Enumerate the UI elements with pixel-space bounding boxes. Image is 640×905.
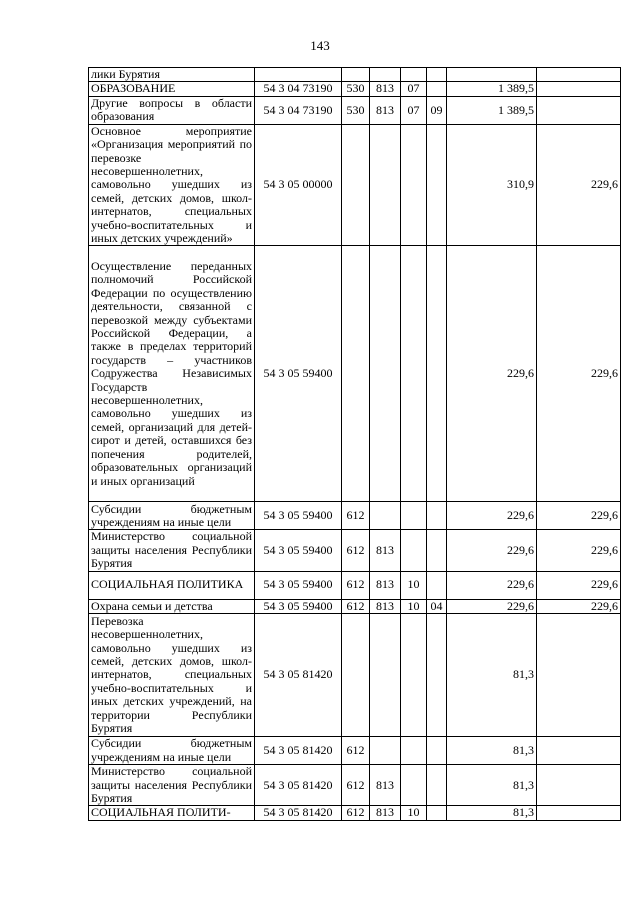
budget-table bbox=[88, 67, 621, 821]
page-number: 143 bbox=[310, 38, 330, 53]
table-row bbox=[89, 68, 621, 82]
row-name-cell: Перевозка несовершеннолетних, самовольно ушедших из семей, детских домов, школ-интернатов, специальных учебно-воспитательных и иных детских учреждений, на территории Республики Бурятия bbox=[89, 614, 255, 737]
row-rz-cell bbox=[401, 246, 427, 502]
row-code-cell: 54 3 05 81420 bbox=[255, 614, 342, 737]
table-row bbox=[89, 571, 621, 599]
row-pr-cell bbox=[427, 737, 447, 765]
row-grbs-cell bbox=[370, 124, 401, 246]
row-pr-cell: 09 bbox=[427, 96, 447, 124]
row-sum1-cell: 229,6 bbox=[447, 530, 537, 571]
row-rz-cell bbox=[401, 530, 427, 571]
row-name-cell: СОЦИАЛЬНАЯ ПОЛИТИКА bbox=[89, 571, 255, 599]
row-rz-cell: 07 bbox=[401, 82, 427, 96]
row-sum2-cell bbox=[537, 737, 621, 765]
row-pr-cell: 04 bbox=[427, 599, 447, 613]
row-sum2-cell bbox=[537, 96, 621, 124]
row-sum1-cell bbox=[447, 68, 537, 82]
row-vr-cell: 612 bbox=[342, 806, 370, 820]
row-name-cell: Другие вопросы в области образования bbox=[89, 96, 255, 124]
table-row bbox=[89, 614, 621, 737]
row-code-cell: 54 3 05 59400 bbox=[255, 530, 342, 571]
row-sum2-cell: 229,6 bbox=[537, 571, 621, 599]
row-sum1-cell: 1 389,5 bbox=[447, 96, 537, 124]
row-code-cell: 54 3 05 00000 bbox=[255, 124, 342, 246]
row-name-cell: Осуществление переданных полномочий Российской Федерации по осуществлению деятельности, связанной с перевозкой между субъектами Российской Федерации, а также в пределах территорий государств – участников Содружества Независимых Государств несовершеннолетних, самовольно ушедших из семей, организаций для детей-сирот и детей, оставшихся без попечения родителей, образовательных организаций и иных организаций bbox=[89, 246, 255, 502]
row-sum1-cell: 81,3 bbox=[447, 765, 537, 806]
row-sum2-cell bbox=[537, 614, 621, 737]
row-name-cell: Министерство социальной защиты населения Республики Бурятия bbox=[89, 530, 255, 571]
row-name-cell: Министерство социальной защиты населения Республики Бурятия bbox=[89, 765, 255, 806]
row-sum1-cell: 81,3 bbox=[447, 806, 537, 820]
table-row bbox=[89, 765, 621, 806]
row-vr-cell: 530 bbox=[342, 96, 370, 124]
row-sum1-cell: 310,9 bbox=[447, 124, 537, 246]
row-rz-cell bbox=[401, 765, 427, 806]
row-rz-cell: 07 bbox=[401, 96, 427, 124]
row-code-cell: 54 3 04 73190 bbox=[255, 82, 342, 96]
table-row bbox=[89, 96, 621, 124]
row-name-cell: Субсидии бюджетным учреждениям на иные цели bbox=[89, 502, 255, 530]
row-grbs-cell: 813 bbox=[370, 530, 401, 571]
row-pr-cell bbox=[427, 614, 447, 737]
row-rz-cell bbox=[401, 124, 427, 246]
row-sum2-cell bbox=[537, 68, 621, 82]
row-vr-cell bbox=[342, 124, 370, 246]
row-code-cell: 54 3 05 59400 bbox=[255, 502, 342, 530]
row-sum2-cell bbox=[537, 765, 621, 806]
table-row bbox=[89, 599, 621, 613]
table-row bbox=[89, 530, 621, 571]
row-rz-cell bbox=[401, 614, 427, 737]
row-vr-cell: 612 bbox=[342, 765, 370, 806]
row-name-cell: СОЦИАЛЬНАЯ ПОЛИТИ- bbox=[89, 806, 255, 820]
row-grbs-cell: 813 bbox=[370, 96, 401, 124]
row-vr-cell: 612 bbox=[342, 599, 370, 613]
row-sum1-cell: 81,3 bbox=[447, 737, 537, 765]
row-vr-cell: 612 bbox=[342, 737, 370, 765]
row-grbs-cell: 813 bbox=[370, 82, 401, 96]
row-rz-cell bbox=[401, 502, 427, 530]
row-grbs-cell bbox=[370, 246, 401, 502]
table-body bbox=[89, 68, 621, 821]
row-vr-cell bbox=[342, 68, 370, 82]
row-grbs-cell: 813 bbox=[370, 765, 401, 806]
row-pr-cell bbox=[427, 246, 447, 502]
row-grbs-cell bbox=[370, 614, 401, 737]
row-code-cell: 54 3 05 59400 bbox=[255, 599, 342, 613]
row-rz-cell: 10 bbox=[401, 806, 427, 820]
row-code-cell bbox=[255, 68, 342, 82]
row-code-cell: 54 3 05 59400 bbox=[255, 246, 342, 502]
row-code-cell: 54 3 04 73190 bbox=[255, 96, 342, 124]
table-row bbox=[89, 806, 621, 820]
table-row bbox=[89, 82, 621, 96]
row-sum2-cell bbox=[537, 806, 621, 820]
row-rz-cell bbox=[401, 68, 427, 82]
row-sum1-cell: 229,6 bbox=[447, 502, 537, 530]
row-vr-cell bbox=[342, 246, 370, 502]
row-sum1-cell: 229,6 bbox=[447, 571, 537, 599]
row-pr-cell bbox=[427, 806, 447, 820]
table-row bbox=[89, 124, 621, 246]
row-grbs-cell: 813 bbox=[370, 806, 401, 820]
row-vr-cell bbox=[342, 614, 370, 737]
row-sum1-cell: 81,3 bbox=[447, 614, 537, 737]
table-row bbox=[89, 737, 621, 765]
row-sum1-cell: 1 389,5 bbox=[447, 82, 537, 96]
row-pr-cell bbox=[427, 124, 447, 246]
row-name-cell: Субсидии бюджетным учреждениям на иные цели bbox=[89, 737, 255, 765]
row-grbs-cell bbox=[370, 502, 401, 530]
row-pr-cell bbox=[427, 502, 447, 530]
row-name-cell: Основное мероприятие «Организация мероприятий по перевозке несовершеннолетних, самовольно ушедших из семей, детских домов, школ-интернатов, специальных учебно-воспитательных и иных детских учреждений» bbox=[89, 124, 255, 246]
row-vr-cell: 612 bbox=[342, 530, 370, 571]
row-sum2-cell bbox=[537, 82, 621, 96]
table-row bbox=[89, 502, 621, 530]
row-vr-cell: 612 bbox=[342, 571, 370, 599]
row-code-cell: 54 3 05 81420 bbox=[255, 765, 342, 806]
row-code-cell: 54 3 05 59400 bbox=[255, 571, 342, 599]
row-pr-cell bbox=[427, 68, 447, 82]
table-row bbox=[89, 246, 621, 502]
row-pr-cell bbox=[427, 530, 447, 571]
row-pr-cell bbox=[427, 82, 447, 96]
row-rz-cell: 10 bbox=[401, 571, 427, 599]
row-code-cell: 54 3 05 81420 bbox=[255, 806, 342, 820]
row-vr-cell: 612 bbox=[342, 502, 370, 530]
row-name-cell: ОБРАЗОВАНИЕ bbox=[89, 82, 255, 96]
row-pr-cell bbox=[427, 765, 447, 806]
row-name-cell: Охрана семьи и детства bbox=[89, 599, 255, 613]
row-rz-cell bbox=[401, 737, 427, 765]
row-name-cell: лики Бурятия bbox=[89, 68, 255, 82]
row-sum2-cell: 229,6 bbox=[537, 124, 621, 246]
row-grbs-cell: 813 bbox=[370, 599, 401, 613]
row-grbs-cell bbox=[370, 737, 401, 765]
row-sum1-cell: 229,6 bbox=[447, 599, 537, 613]
row-sum2-cell: 229,6 bbox=[537, 530, 621, 571]
row-pr-cell bbox=[427, 571, 447, 599]
row-sum2-cell: 229,6 bbox=[537, 502, 621, 530]
row-grbs-cell: 813 bbox=[370, 571, 401, 599]
row-sum1-cell: 229,6 bbox=[447, 246, 537, 502]
row-vr-cell: 530 bbox=[342, 82, 370, 96]
row-grbs-cell bbox=[370, 68, 401, 82]
row-sum2-cell: 229,6 bbox=[537, 599, 621, 613]
row-sum2-cell: 229,6 bbox=[537, 246, 621, 502]
row-code-cell: 54 3 05 81420 bbox=[255, 737, 342, 765]
row-rz-cell: 10 bbox=[401, 599, 427, 613]
